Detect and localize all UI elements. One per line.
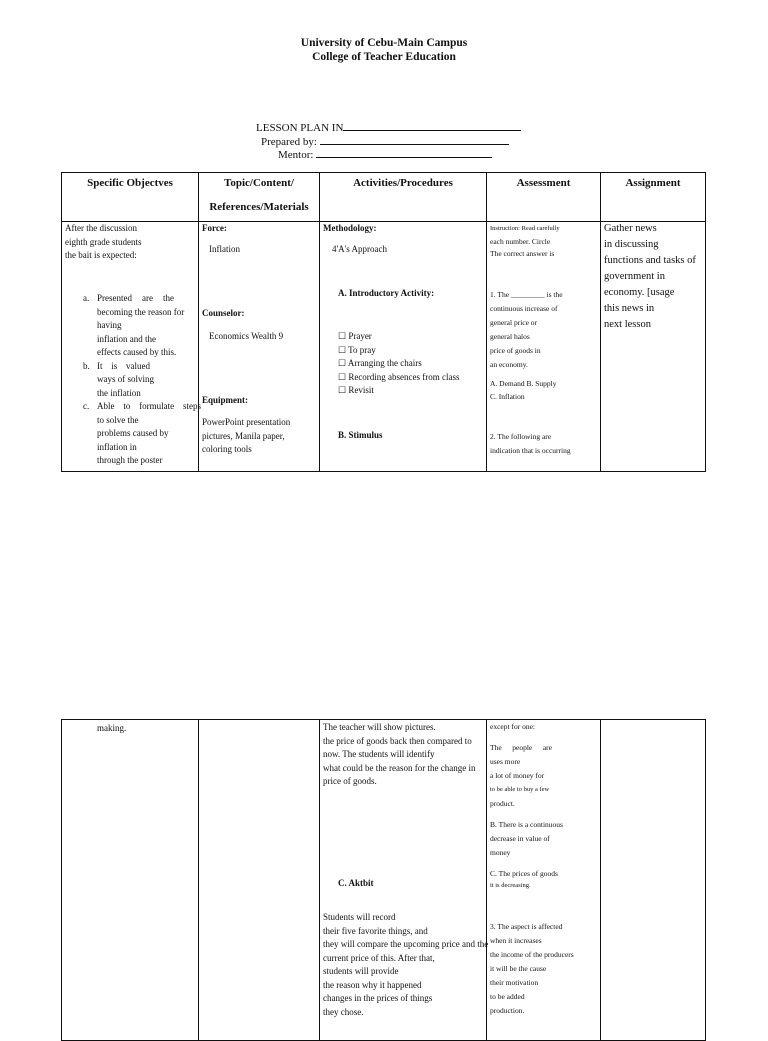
header-assessment-text: Assessment (516, 177, 571, 189)
topic-cell-cont (199, 720, 320, 1041)
lesson-plan-line (256, 121, 521, 135)
objective-a-line: becoming the reason for (97, 306, 185, 317)
topic-cell (199, 222, 320, 472)
objective-c-line: problems caused by (97, 428, 169, 438)
q2-b-line: B. There is a continuous (490, 820, 563, 829)
q1-line: an economy. (490, 360, 528, 369)
equipment-line: pictures, Manila paper, (202, 430, 285, 441)
mentor-blank (316, 148, 492, 158)
q2-b-line: decrease in value of (490, 834, 550, 843)
q2-c-line: C. The prices of goods (490, 869, 558, 878)
aktbit-line: they will compare the upcoming price and the (323, 939, 489, 949)
aktbit-line: the reason why it happened (323, 979, 422, 990)
q3-line: their motivation (490, 978, 539, 987)
prepared-by-line (261, 135, 509, 149)
header-activities-text: Activities/Procedures (353, 177, 453, 189)
intro-activity-item: ☐ Arranging the chairs (338, 358, 422, 368)
stimulus-line: price of goods. (323, 776, 377, 786)
assignment-line: next lesson (604, 319, 651, 330)
objective-c-marker: c. (83, 401, 90, 411)
lesson-plan-label: LESSON PLAN IN (256, 122, 344, 134)
equipment-line: PowerPoint presentation (202, 417, 291, 427)
objectives-cell-cont (62, 720, 199, 1041)
objective-c-line: inflation in (97, 441, 137, 452)
prepared-by-blank (320, 135, 509, 145)
lesson-table-page1 (61, 172, 706, 472)
stimulus-line: The teacher will show pictures. (323, 722, 436, 732)
section-c-heading: C. Aktbit (338, 878, 374, 888)
header-objectives-text: Specific Objectves (87, 177, 173, 189)
aktbit-line: they chose. (323, 1006, 364, 1017)
activities-cell (320, 222, 487, 472)
objective-a-line: having (97, 320, 122, 330)
q2-c-small: it is decreasing. (490, 882, 531, 889)
aktbit-line: changes in the prices of things (323, 993, 433, 1003)
objectives-intro-1: After the discussion (65, 223, 137, 233)
assessment-cell (487, 222, 601, 472)
header-assignment (601, 173, 706, 222)
college-name: College of Teacher Education (312, 51, 456, 63)
objective-a-line: inflation and the (97, 333, 156, 344)
q1-line: general halos (490, 332, 530, 341)
table-body-row-1 (62, 222, 706, 472)
objectives-intro-2: eighth grade students (65, 236, 142, 247)
intro-activity-item: ☐ Recording absences from class (338, 371, 460, 382)
q2-line: indication that is occurring (490, 446, 571, 455)
equipment-label: Equipment: (202, 395, 249, 405)
aktbit-line: their five favorite things, and (323, 925, 428, 936)
approach-text: 4'A's Approach (332, 244, 387, 254)
assignment-line: functions and tasks of (604, 255, 696, 266)
header-assignment-text: Assignment (625, 177, 681, 189)
intro-activity-item: ☐ To pray (338, 344, 376, 355)
q3-line: it will be the cause (490, 964, 547, 973)
stimulus-line: what could be the reason for the change in (323, 762, 476, 773)
assignment-line: in discussing (604, 239, 659, 250)
objective-a-marker: a. (83, 293, 90, 303)
intro-activity-item: ☐ Revisit (338, 385, 374, 395)
q3-line: when it increases (490, 936, 542, 945)
q2-a-small: to be able to buy a few (490, 786, 550, 793)
section-b-heading: B. Stimulus (338, 430, 383, 440)
university-name: University of Cebu-Main Campus (300, 37, 468, 49)
objective-b-line: ways of solving (97, 374, 154, 384)
q2-a-line: uses more (490, 757, 521, 766)
assignment-line: economy. [usage (604, 287, 675, 298)
mentor-line (278, 148, 492, 162)
q2-a-line: The people are (490, 743, 552, 752)
header-topic-line2: References/Materials (209, 201, 309, 213)
assignment-line: government in (604, 271, 665, 282)
q1-choice-c: C. Inflation (490, 392, 525, 401)
methodology-label: Methodology: (323, 223, 377, 233)
objectives-cell (62, 222, 199, 472)
intro-activity-item: ☐ Prayer (338, 331, 372, 341)
q2-b-line: money (490, 848, 511, 857)
assessment-instruction: The correct answer is (490, 249, 555, 258)
objective-c-line: to solve the (97, 414, 139, 425)
counselor-label: Counselor: (202, 308, 245, 318)
header-objectives (62, 173, 199, 222)
prepared-by-label: Prepared by: (261, 136, 317, 148)
assessment-instruction: Instruction: Read carefully (490, 225, 560, 232)
header-activities (320, 173, 487, 222)
q1-line: general price or (490, 318, 538, 327)
objective-a-line: effects caused by this. (97, 347, 177, 357)
objective-b-line: It is valued (97, 360, 150, 371)
q3-line: to be added (490, 992, 525, 1001)
aktbit-line: students will provide (323, 966, 399, 976)
objective-c-line: through the poster (97, 455, 163, 465)
lesson-plan-blank (343, 121, 521, 131)
force-label: Force: (202, 223, 227, 233)
mentor-label: Mentor: (278, 149, 314, 161)
q1-line: continuous increase of (490, 304, 558, 313)
objective-c-cont: making. (97, 723, 127, 733)
header-topic-line1: Topic/Content/ (224, 177, 294, 189)
assignment-line: Gather news (604, 223, 657, 234)
q3-line: production. (490, 1006, 525, 1015)
objective-b-line: the inflation (97, 387, 141, 398)
aktbit-line: Students will record (323, 912, 396, 922)
stimulus-line: the price of goods back then compared to (323, 735, 472, 746)
section-a-heading: A. Introductory Activity: (338, 288, 435, 298)
assessment-cell-cont (487, 720, 601, 1041)
lesson-table-page2 (61, 719, 706, 1041)
q1-line: price of goods in (490, 346, 541, 355)
q3-line: 3. The aspect is affected (490, 922, 563, 931)
objective-b-marker: b. (83, 360, 90, 371)
stimulus-line: now. The students will identify (323, 749, 435, 759)
activities-cell-cont (320, 720, 487, 1041)
q2-line: 2. The following are (490, 432, 552, 441)
table-header-row (62, 173, 706, 222)
q1-choices-ab: A. Demand B. Supply (490, 379, 557, 388)
assessment-instruction: each number. Circle (490, 237, 551, 246)
aktbit-line: current price of this. After that, (323, 952, 435, 963)
q2-a-end: product. (490, 799, 515, 808)
q2-cont: except for one: (490, 722, 535, 731)
objectives-intro-3: the bait is expected: (65, 250, 137, 260)
assignment-line: this news in (604, 303, 655, 314)
objective-a-line: Presented are the (97, 293, 174, 303)
counselor-value: Economics Wealth 9 (209, 331, 284, 341)
q2-a-line: a lot of money for (490, 771, 545, 780)
equipment-line: coloring tools (202, 444, 252, 454)
assignment-cell-cont (601, 720, 706, 1041)
assignment-cell (601, 222, 706, 472)
table-body-row-2 (62, 720, 706, 1041)
q3-line: the income of the producers (490, 950, 574, 959)
objective-c-line: Able to formulate steps (97, 401, 201, 411)
header-topic (199, 173, 320, 222)
header-assessment (487, 173, 601, 222)
force-value: Inflation (209, 244, 240, 254)
q1-line: 1. The _________ is the (490, 290, 563, 299)
